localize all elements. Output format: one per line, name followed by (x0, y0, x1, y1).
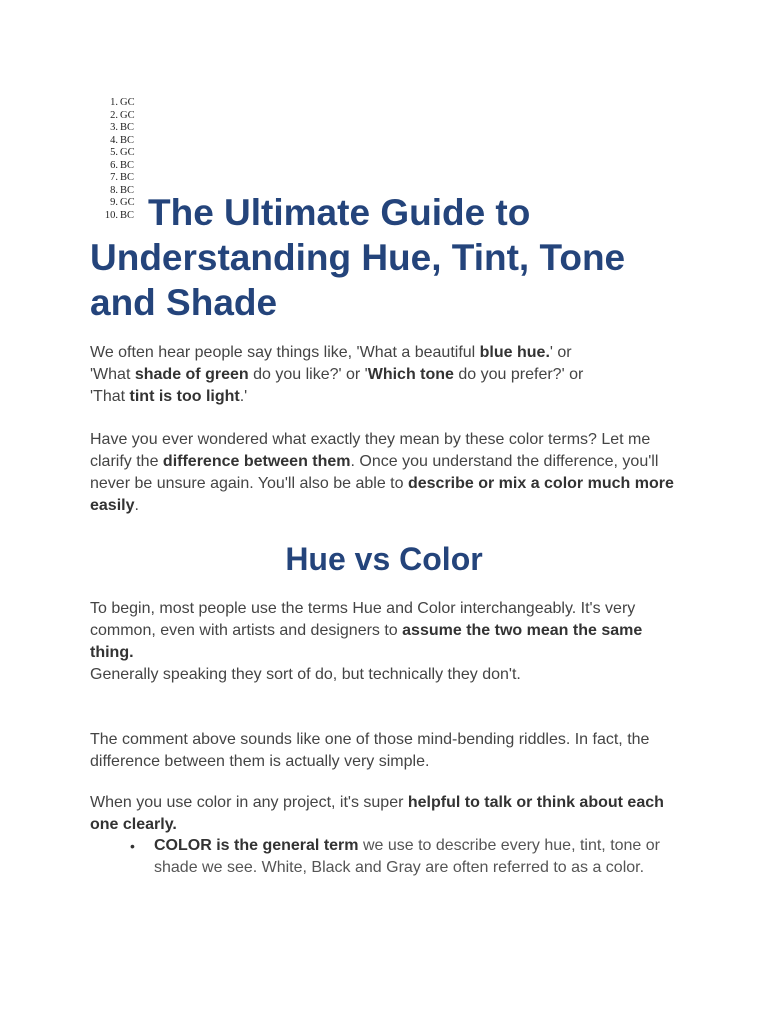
answer-key-value: BC (120, 159, 135, 171)
intro-bold-tone: Which tone (367, 366, 454, 383)
answer-key-item (96, 147, 135, 160)
list-item-text: we use to describe every hue, tint, tone or shade we see. White, Black and Gray are often referred to as a color. (154, 837, 660, 876)
intro-text: .' (239, 388, 248, 405)
answer-key-value: BC (120, 134, 135, 146)
answer-key-number: 3. (110, 122, 118, 133)
answer-key-item (96, 160, 135, 173)
answer-key-number: 2. (110, 109, 118, 121)
intro-text: do you prefer?' or (453, 366, 584, 383)
intro-bold-tint: tint is too light (129, 388, 240, 405)
clarify-text: Have you ever wondered what exactly they mean by these color terms? Let me clarify the (90, 431, 651, 470)
intro-paragraph (90, 342, 690, 408)
answer-key-number: 4. (110, 134, 118, 146)
answer-key-item (96, 97, 135, 110)
answer-key-number: 6. (110, 159, 118, 171)
answer-key-value: BC (120, 209, 135, 221)
answer-key-value: GC (120, 109, 135, 121)
answer-key-value: GC (120, 97, 135, 108)
begin-text: To begin, most people use the terms Hue and Color interchangeably. It's very common, even with artists and designers to (90, 600, 636, 639)
definition-list (90, 835, 690, 879)
title-line-3: and Shade (90, 282, 278, 323)
answer-key-number: 1. (110, 97, 118, 108)
project-paragraph (90, 792, 690, 836)
bullet-icon: • (130, 838, 135, 854)
answer-key-number: 10. (104, 209, 118, 221)
answer-key-value: BC (120, 172, 135, 183)
begin-paragraph (90, 598, 690, 686)
answer-key-item (96, 135, 135, 148)
project-text: When you use color in any project, it's super (90, 794, 408, 811)
intro-text: We often hear people say things like, 'What a beautiful (90, 344, 480, 361)
intro-bold-shade: shade of green (134, 366, 249, 383)
answer-key-value: GC (120, 197, 135, 208)
answer-key-number: 8. (110, 184, 118, 196)
answer-key-number: 7. (110, 172, 118, 183)
answer-key-value: GC (120, 147, 135, 158)
begin-text-line-2: Generally speaking they sort of do, but technically they don't. (90, 666, 521, 683)
answer-key-value: BC (120, 184, 135, 196)
intro-bold-blue-hue: blue hue. (479, 344, 550, 361)
intro-text: do you like?' or ' (248, 366, 368, 383)
page-title (90, 190, 690, 325)
begin-bold: assume the two mean the same thing. (90, 622, 643, 661)
title-line-2: Understanding Hue, Tint, Tone (90, 237, 626, 278)
answer-key-item (96, 122, 135, 135)
list-item (90, 835, 684, 879)
intro-text: 'That (90, 388, 130, 405)
clarify-bold: difference between them (162, 453, 351, 470)
answer-key-item (96, 110, 135, 123)
answer-key-item (96, 172, 135, 185)
section-heading: Hue vs Color (285, 541, 483, 577)
title-line-1: The Ultimate Guide to (148, 192, 531, 233)
answer-key-number: 5. (110, 147, 118, 158)
riddle-paragraph: The comment above sounds like one of those mind-bending riddles. In fact, the difference between them is actually very simple. (90, 731, 650, 770)
answer-key-number: 9. (110, 197, 118, 208)
answer-key-value: BC (120, 122, 135, 133)
clarify-text: . Once you understand the difference, you'll never be unsure again. You'll also be able to (90, 453, 659, 492)
intro-text: 'What (90, 366, 135, 383)
intro-text: ' or (549, 344, 572, 361)
clarify-paragraph (90, 429, 690, 517)
clarify-text: . (134, 497, 139, 514)
list-item-bold: COLOR is the general term (154, 837, 359, 854)
project-bold: helpful to talk or think about each one clearly. (90, 794, 664, 833)
clarify-bold: describe or mix a color much more easily (90, 475, 674, 514)
